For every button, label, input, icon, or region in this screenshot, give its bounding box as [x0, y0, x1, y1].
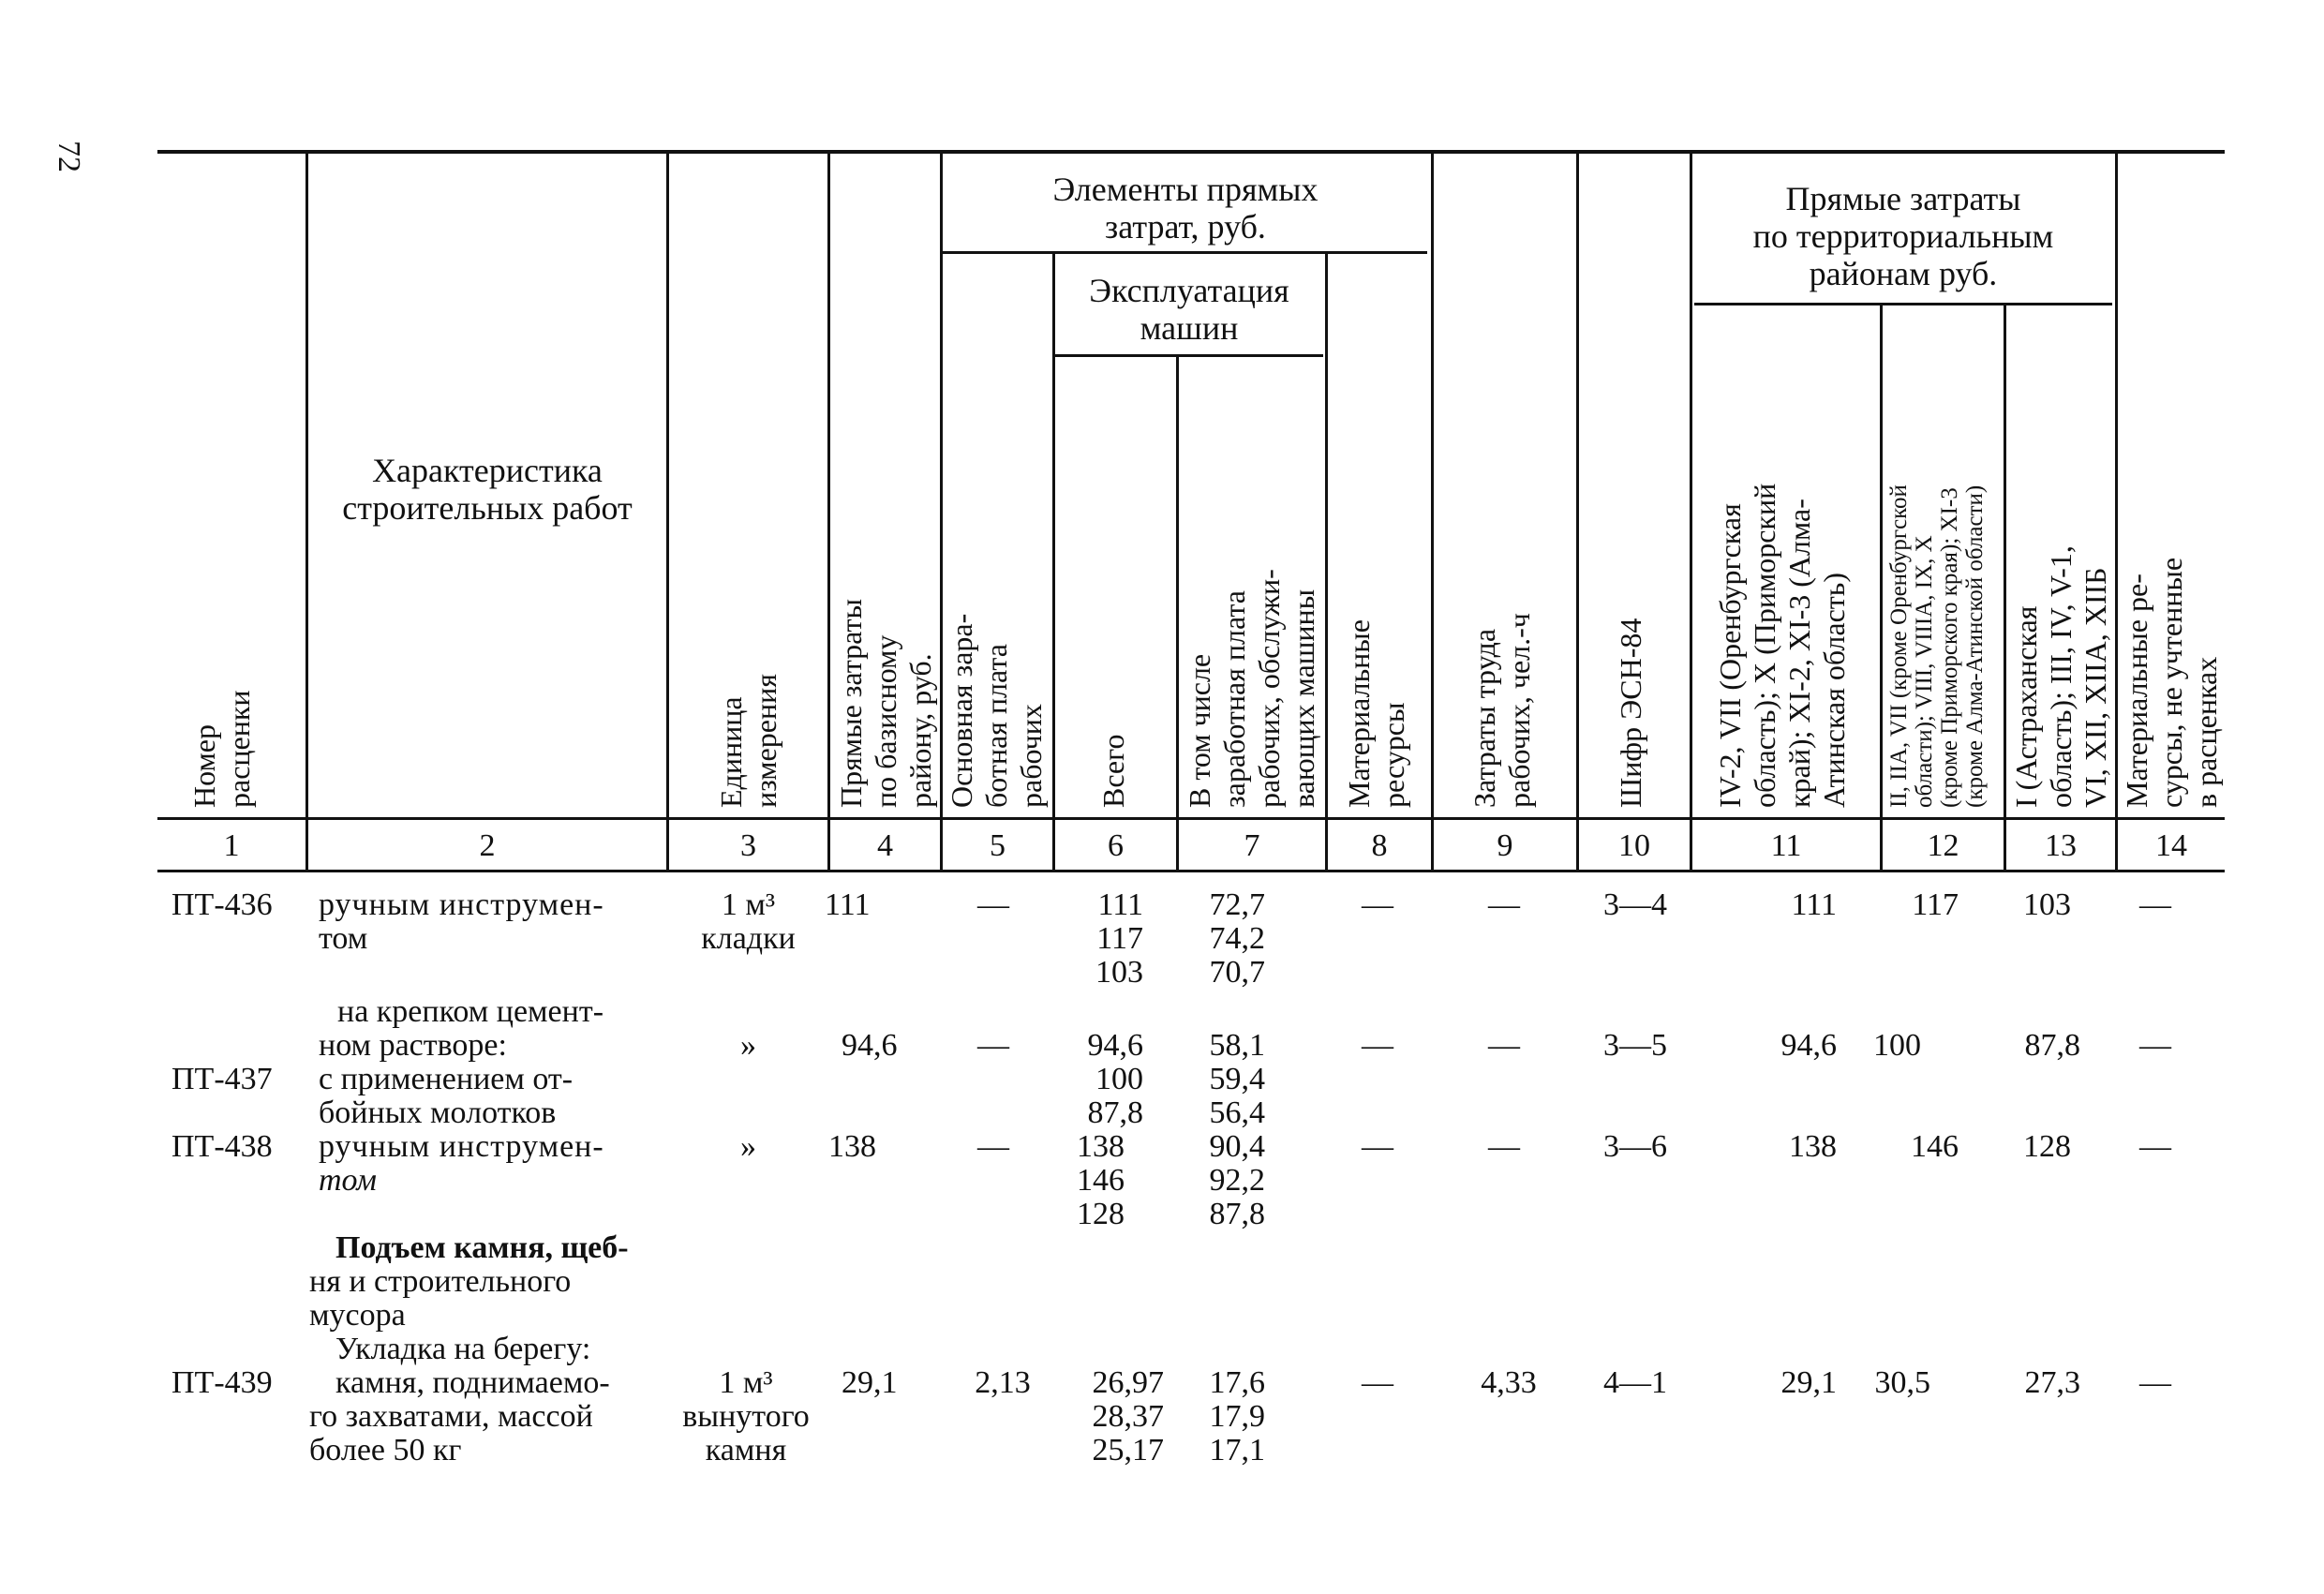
row-438-desc-line2: том — [319, 1163, 377, 1198]
row-437-pre — [319, 995, 665, 1063]
vline-13 — [2115, 154, 2118, 871]
header-col11-line2: область); X (Приморский — [1748, 483, 1781, 808]
row-437-c7-v3: 56,4 — [1209, 1095, 1265, 1130]
header-col9-line1: Затраты труда — [1467, 628, 1501, 808]
header-elements-line1: Элементы прямых — [1052, 171, 1318, 208]
row-437-c6-v1: 94,6 — [1087, 1028, 1143, 1063]
colnum-1: 1 — [223, 828, 240, 863]
header-territorial-line1: Прямые затраты — [1785, 180, 2021, 217]
row-438-unit: » — [740, 1129, 756, 1164]
row-438-c14: — — [2139, 1129, 2171, 1164]
row-438-c7-v1: 90,4 — [1209, 1129, 1265, 1164]
row-437-desc-line2: бойных молотков — [319, 1095, 557, 1130]
rule-machines-group — [1054, 354, 1323, 357]
colnum-6: 6 — [1108, 828, 1124, 863]
row-439-c5: 2,13 — [975, 1365, 1031, 1400]
vline-9 — [1576, 154, 1579, 871]
header-col7-line4: вающих машины — [1287, 588, 1320, 808]
vline-7 — [1325, 253, 1328, 871]
header-territorial-line3: районам руб. — [1809, 255, 1998, 292]
header-col14-line1: Материальные ре- — [2120, 574, 2153, 808]
header-col11 — [1713, 484, 1852, 808]
vline-2 — [666, 154, 669, 871]
row-439-code: ПТ-439 — [171, 1365, 273, 1400]
row-439-c4: 29,1 — [842, 1365, 898, 1400]
header-col2-line2: строительных работ — [342, 489, 633, 527]
row-439-c10: 4—1 — [1603, 1365, 1667, 1400]
row-437-c10: 3—5 — [1603, 1028, 1667, 1063]
section-heading — [309, 1231, 665, 1333]
header-col7-line2: заработная плата — [1217, 590, 1251, 808]
row-436-c10: 3—4 — [1603, 887, 1667, 922]
row-438-c11: 138 — [1789, 1129, 1837, 1164]
header-col10 — [1614, 618, 1648, 808]
row-436-c14: — — [2139, 887, 2171, 922]
row-436-desc — [319, 888, 665, 956]
section-heading-line3: мусора — [309, 1298, 406, 1333]
row-436-c5: — — [977, 887, 1009, 922]
header-machines-line2: машин — [1140, 309, 1239, 347]
row-437-c9: — — [1488, 1028, 1520, 1063]
row-439-pre — [335, 1333, 673, 1366]
header-col13-line2: область); III, IV, V-1, — [2044, 545, 2078, 808]
colnum-14: 14 — [2155, 828, 2187, 863]
colnum-10: 10 — [1618, 828, 1650, 863]
header-col5-line1: Основная зара- — [945, 613, 978, 808]
vline-11 — [1880, 305, 1883, 871]
header-col5-line2: ботная плата — [979, 644, 1013, 808]
row-436-c11: 111 — [1791, 887, 1837, 922]
colnum-4: 4 — [877, 828, 893, 863]
row-436-c12: 117 — [1912, 887, 1959, 922]
row-436-c4: 111 — [825, 887, 871, 922]
numbers-bottom-rule — [157, 870, 2225, 872]
header-machines-line1: Эксплуатация — [1089, 272, 1289, 309]
section-heading-line1: Подъем камня, щеб- — [335, 1230, 629, 1265]
row-437-c13: 87,8 — [2024, 1028, 2080, 1063]
header-col13 — [2009, 545, 2113, 808]
row-438-c6 — [1031, 1130, 1125, 1231]
header-col11-line1: IV-2, VII (Оренбургская — [1713, 503, 1747, 808]
row-439-c7-v1: 17,6 — [1209, 1365, 1265, 1400]
header-col10-line1: Шифр ЭСН-84 — [1614, 618, 1647, 808]
row-438-c7 — [1171, 1130, 1265, 1231]
row-436-unit-line1: 1 м³ — [721, 887, 776, 922]
row-439-unit-line3: камня — [705, 1433, 787, 1467]
header-col3 — [714, 674, 783, 808]
colnum-2: 2 — [479, 828, 496, 863]
top-rule — [157, 150, 2225, 154]
row-439-desc-line1: камня, поднимаемо- — [335, 1365, 610, 1400]
header-col14-line2: сурсы, не учтенные — [2154, 557, 2188, 808]
row-439-c7-v2: 17,9 — [1209, 1399, 1265, 1434]
header-col13-line1: I (Астраханская — [2009, 605, 2043, 808]
row-438-c7-v2: 92,2 — [1209, 1163, 1265, 1198]
row-437-c7-v1: 58,1 — [1209, 1028, 1265, 1063]
row-436-c7 — [1171, 888, 1265, 990]
row-437-desc — [319, 1063, 665, 1130]
header-col3-line2: измерения — [749, 674, 782, 808]
header-col4-line3: району, руб. — [903, 653, 937, 808]
header-col13-line3: VI, XII, XIIA, XIIБ — [2078, 567, 2112, 808]
header-col12 — [1886, 484, 1988, 808]
row-439-desc — [309, 1366, 675, 1467]
colnum-9: 9 — [1497, 828, 1513, 863]
row-439-c12: 30,5 — [1874, 1365, 1930, 1400]
row-436-unit-line2: кладки — [701, 921, 796, 956]
row-436-c6 — [1050, 888, 1143, 990]
page-number: 72 — [52, 141, 86, 172]
header-col12-line1: II, IIA, VII (кроме Оренбургской — [1886, 484, 1912, 808]
row-436-c8: — — [1362, 887, 1393, 922]
colnum-5: 5 — [990, 828, 1006, 863]
row-437-c12: 100 — [1873, 1028, 1921, 1063]
row-439-unit — [662, 1366, 830, 1467]
row-438-c10: 3—6 — [1603, 1129, 1667, 1164]
section-heading-line2: ня и строительного — [309, 1264, 572, 1299]
header-col11-line3: край); XI-2, XI-3 (Алма- — [1782, 499, 1816, 808]
header-col4-line2: по базисному — [869, 634, 902, 808]
row-438-c6-v3: 128 — [1077, 1197, 1125, 1231]
vline-3 — [827, 154, 830, 871]
row-439-c6-v1: 26,97 — [1092, 1365, 1164, 1400]
row-437-c7-v2: 59,4 — [1209, 1062, 1265, 1096]
row-437-unit: » — [740, 1028, 756, 1063]
row-438-c13: 128 — [2023, 1129, 2071, 1164]
row-436-code: ПТ-436 — [171, 887, 273, 922]
row-439-c13: 27,3 — [2024, 1365, 2080, 1400]
row-439-unit-line2: вынутого — [682, 1399, 810, 1434]
vline-1 — [305, 154, 308, 871]
row-436-c6-v3: 103 — [1095, 955, 1143, 990]
vline-8 — [1431, 154, 1434, 871]
row-437-c8: — — [1362, 1028, 1393, 1063]
row-438-desc — [319, 1130, 665, 1198]
header-col8 — [1342, 619, 1411, 808]
header-col2-line1: Характеристика — [372, 452, 603, 489]
header-machines-group — [1057, 272, 1321, 347]
row-438-c4: 138 — [828, 1129, 876, 1164]
header-elements-line2: затрат, руб. — [1105, 208, 1266, 246]
row-438-c5: — — [977, 1129, 1009, 1164]
row-436-c9: — — [1488, 887, 1520, 922]
header-col9-line2: рабочих, чел.-ч — [1502, 613, 1536, 808]
row-439-desc-line3: более 50 кг — [309, 1433, 462, 1467]
colnum-3: 3 — [740, 828, 756, 863]
row-436-desc-line1: ручным инструмен- — [319, 887, 604, 922]
row-439-desc-line2: го захватами, массой — [309, 1399, 593, 1434]
header-col14 — [2120, 558, 2224, 808]
header-col5 — [945, 614, 1049, 808]
vline-4 — [940, 154, 943, 871]
rule-elements-group — [942, 251, 1427, 254]
header-col4 — [834, 599, 938, 808]
header-col1 — [187, 690, 257, 808]
row-437-desc-line1: с применением от- — [319, 1062, 574, 1096]
colnum-11: 11 — [1770, 828, 1802, 863]
header-territorial-line2: по территориальным — [1752, 217, 2054, 255]
row-439-c14: — — [2139, 1365, 2171, 1400]
row-439-pre-line1: Укладка на берегу: — [335, 1332, 591, 1366]
row-437-c6 — [1050, 1029, 1143, 1130]
row-437-pre-line2: ном растворе: — [319, 1028, 507, 1063]
header-elements-group — [946, 171, 1424, 246]
vline-10 — [1690, 154, 1692, 871]
row-437-c14: — — [2139, 1028, 2171, 1063]
header-col1-line2: расценки — [222, 690, 256, 808]
row-436-c7-v2: 74,2 — [1209, 921, 1265, 956]
row-438-c7-v3: 87,8 — [1209, 1197, 1265, 1231]
row-439-c9: 4,33 — [1481, 1365, 1537, 1400]
colnum-8: 8 — [1371, 828, 1388, 863]
row-436-unit — [669, 888, 827, 956]
row-438-desc-line1: ручным инструмен- — [319, 1129, 604, 1164]
vline-5 — [1052, 253, 1055, 871]
header-col7-line1: В том числе — [1183, 653, 1216, 808]
row-436-c6-v2: 117 — [1096, 921, 1143, 956]
row-436-c6-v1: 111 — [1097, 887, 1143, 922]
row-437-c6-v3: 87,8 — [1087, 1095, 1143, 1130]
header-col12-line4: (кроме Алма-Атинской области) — [1962, 484, 1988, 808]
row-439-c7-v3: 17,1 — [1209, 1433, 1265, 1467]
row-438-c12: 146 — [1911, 1129, 1959, 1164]
row-437-c7 — [1171, 1029, 1265, 1130]
header-col3-line1: Единица — [714, 696, 748, 808]
header-col8-line1: Материальные — [1342, 618, 1376, 808]
header-col7-line3: рабочих, обслужи- — [1252, 569, 1286, 808]
row-439-c6-v2: 28,37 — [1092, 1399, 1164, 1434]
row-439-c6-v3: 25,17 — [1092, 1433, 1164, 1467]
header-col4-line1: Прямые затраты — [834, 598, 868, 808]
row-437-c11: 94,6 — [1780, 1028, 1837, 1063]
row-439-c7 — [1171, 1366, 1265, 1467]
row-439-c8: — — [1362, 1365, 1393, 1400]
row-438-code: ПТ-438 — [171, 1129, 273, 1164]
row-438-c6-v2: 146 — [1077, 1163, 1125, 1198]
row-437-c5: — — [977, 1028, 1009, 1063]
vline-12 — [2004, 305, 2006, 871]
header-col8-line2: ресурсы — [1377, 702, 1410, 808]
row-436-c7-v1: 72,7 — [1209, 887, 1265, 922]
colnum-12: 12 — [1927, 828, 1959, 863]
header-col14-line3: в расценках — [2189, 656, 2223, 808]
header-col2 — [311, 452, 663, 527]
row-436-desc-line2: том — [319, 921, 368, 956]
row-439-c6 — [1050, 1366, 1164, 1467]
header-col6 — [1096, 735, 1131, 808]
row-438-c8: — — [1362, 1129, 1393, 1164]
colnum-13: 13 — [2045, 828, 2077, 863]
row-439-unit-line1: 1 м³ — [719, 1365, 773, 1400]
row-439-c11: 29,1 — [1780, 1365, 1837, 1400]
header-col12-line3: (кроме Приморского края); XI-3 — [1937, 487, 1962, 808]
rule-territorial-group — [1694, 303, 2112, 305]
row-436-c13: 103 — [2023, 887, 2071, 922]
header-col12-line2: области); VIII, VIIIA, IX, X — [1912, 535, 1937, 808]
header-col6-line1: Всего — [1096, 734, 1130, 808]
header-col1-line1: Номер — [187, 724, 221, 808]
row-438-c9: — — [1488, 1129, 1520, 1164]
row-438-c6-v1: 138 — [1077, 1129, 1125, 1164]
header-col11-line4: Атинская область) — [1817, 572, 1851, 808]
header-territorial-group — [1694, 180, 2112, 292]
header-col9 — [1467, 613, 1537, 808]
row-437-c6-v2: 100 — [1095, 1062, 1143, 1096]
vline-6 — [1176, 356, 1179, 871]
row-437-c4: 94,6 — [842, 1028, 898, 1063]
row-436-c7-v3: 70,7 — [1209, 955, 1265, 990]
row-437-pre-line1: на крепком цемент- — [337, 994, 604, 1029]
header-col7 — [1183, 569, 1321, 808]
header-bottom-rule — [157, 817, 2225, 820]
header-col5-line3: рабочих — [1014, 704, 1048, 808]
row-437-code: ПТ-437 — [171, 1062, 273, 1096]
colnum-7: 7 — [1244, 828, 1260, 863]
